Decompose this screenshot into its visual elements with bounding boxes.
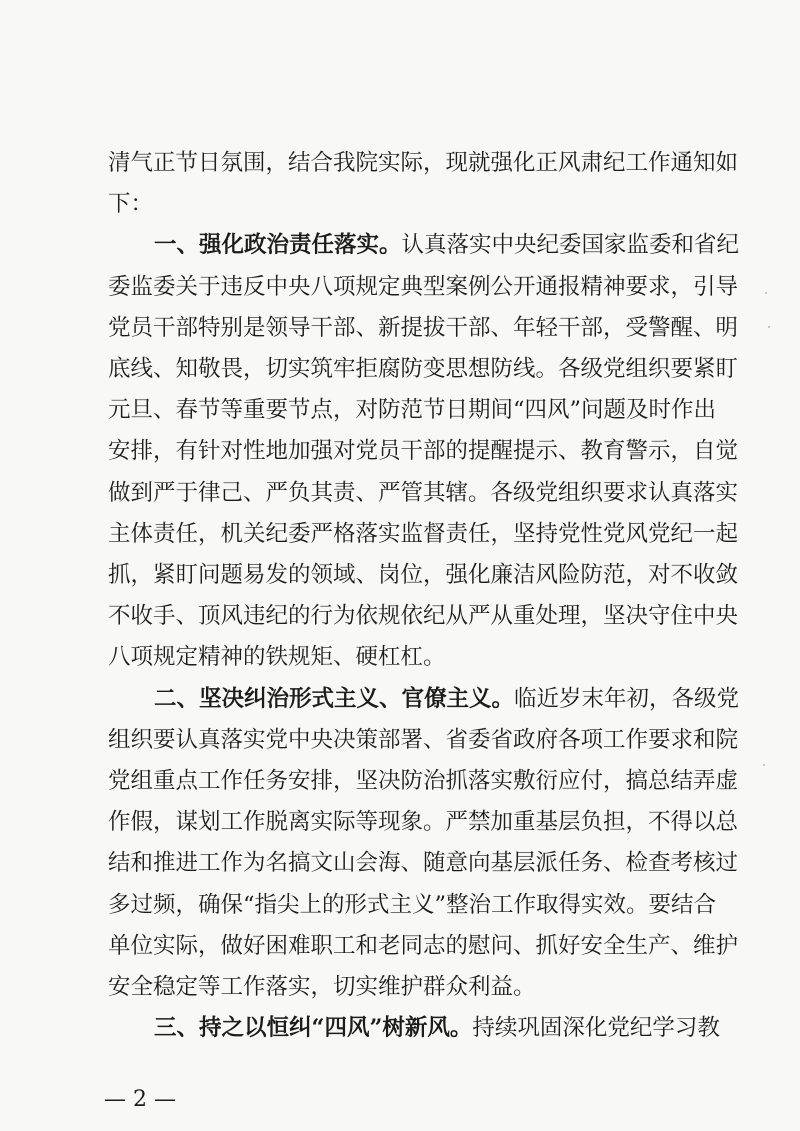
line-text: 安排，有针对性地加强对党员干部的提醒提示、教育警示，自觉 xyxy=(108,438,739,465)
paragraph-line xyxy=(108,390,717,430)
paragraph-line xyxy=(108,843,739,883)
line-text: 多过频，确保“指尖上的形式主义”整治工作取得实效。要结合 xyxy=(108,891,717,918)
section-heading-line xyxy=(108,679,740,719)
line-text: 作假，谋划工作脱离实际等现象。严禁加重基层负担，不得以总 xyxy=(108,809,739,836)
paragraph-line xyxy=(108,267,739,307)
line-text: 党组重点工作任务安排，坚决防治抓落实敷衍应付，搞总结弄虚 xyxy=(108,768,739,794)
line-text: 抓，紧盯问题易发的领域、岗位，强化廉洁风险防范，对不收敛 xyxy=(108,562,739,588)
paragraph-line xyxy=(108,514,739,554)
paragraph-line xyxy=(108,967,708,1007)
paragraph-line xyxy=(108,926,739,966)
line-text: 主体责任，机关纪委严格落实监督责任，坚持党性党风党纪一起 xyxy=(108,520,739,547)
paragraph-line xyxy=(108,349,739,389)
paragraph-line xyxy=(108,596,739,636)
line-text: 党员干部特别是领导干部、新提拔干部、年轻干部，受警醒、明 xyxy=(108,314,739,341)
paragraph-line xyxy=(108,308,739,348)
paragraph-line xyxy=(108,885,717,925)
line-text: 元旦、春节等重要节点，对防范节日期间“四风”问题及时作出 xyxy=(108,397,717,424)
line-text: 临近岁末年初，各级党 xyxy=(514,685,740,712)
page-number: — 2 — xyxy=(104,1087,176,1112)
scan-speck xyxy=(768,326,770,328)
paragraph-line xyxy=(108,637,708,677)
line-text: 不收手、顶风违纪的行为依规依纪从严从重处理，坚决守住中央 xyxy=(108,603,739,630)
section-heading-line xyxy=(108,1008,720,1048)
section-heading: 二、坚决纠治形式主义、官僚主义。 xyxy=(154,685,515,712)
paragraph-line xyxy=(108,143,739,183)
line-text: 认真落实中央纪委国家监委和省纪 xyxy=(401,232,740,259)
line-text: 组织要认真落实党中央决策部署、省委省政府各项工作要求和院 xyxy=(108,726,739,753)
line-text: 底线、知敬畏，切实筑牢拒腐防变思想防线。各级党组织要紧盯 xyxy=(108,356,739,382)
paragraph-line xyxy=(108,431,739,471)
line-text: 清气正节日氛围，结合我院实际，现就强化正风肃纪工作通知如 xyxy=(108,150,739,176)
line-text: 持续巩固深化党纪学习教 xyxy=(472,1015,720,1042)
paragraph-line xyxy=(108,802,739,842)
line-text: 做到严于律己、严负其责、严管其辖。各级党组织要求认真落实 xyxy=(108,479,739,506)
line-text: 安全稳定等工作落实，切实维护群众利益。 xyxy=(108,974,536,1000)
line-text: 委监委关于违反中央八项规定典型案例公开通报精神要求，引导 xyxy=(108,273,739,300)
scan-speck xyxy=(763,764,765,766)
paragraph-line xyxy=(108,184,708,224)
scan-speck xyxy=(765,292,767,294)
section-heading-line xyxy=(108,225,740,265)
paragraph-line xyxy=(108,761,739,801)
line-text: 八项规定精神的铁规矩、硬杠杠。 xyxy=(108,644,446,671)
line-text: 结和推进工作为名搞文山会海、随意向基层派任务、检查考核过 xyxy=(108,850,739,877)
paragraph-line xyxy=(108,720,739,760)
paragraph-line xyxy=(108,473,739,513)
section-heading: 三、持之以恒纠“四风”树新风。 xyxy=(154,1015,473,1042)
line-text: 下： xyxy=(108,191,154,218)
line-text: 单位实际，做好困难职工和老同志的慰问、抓好安全生产、维护 xyxy=(108,932,739,959)
section-heading: 一、强化政治责任落实。 xyxy=(154,232,402,259)
paragraph-line xyxy=(108,555,739,595)
